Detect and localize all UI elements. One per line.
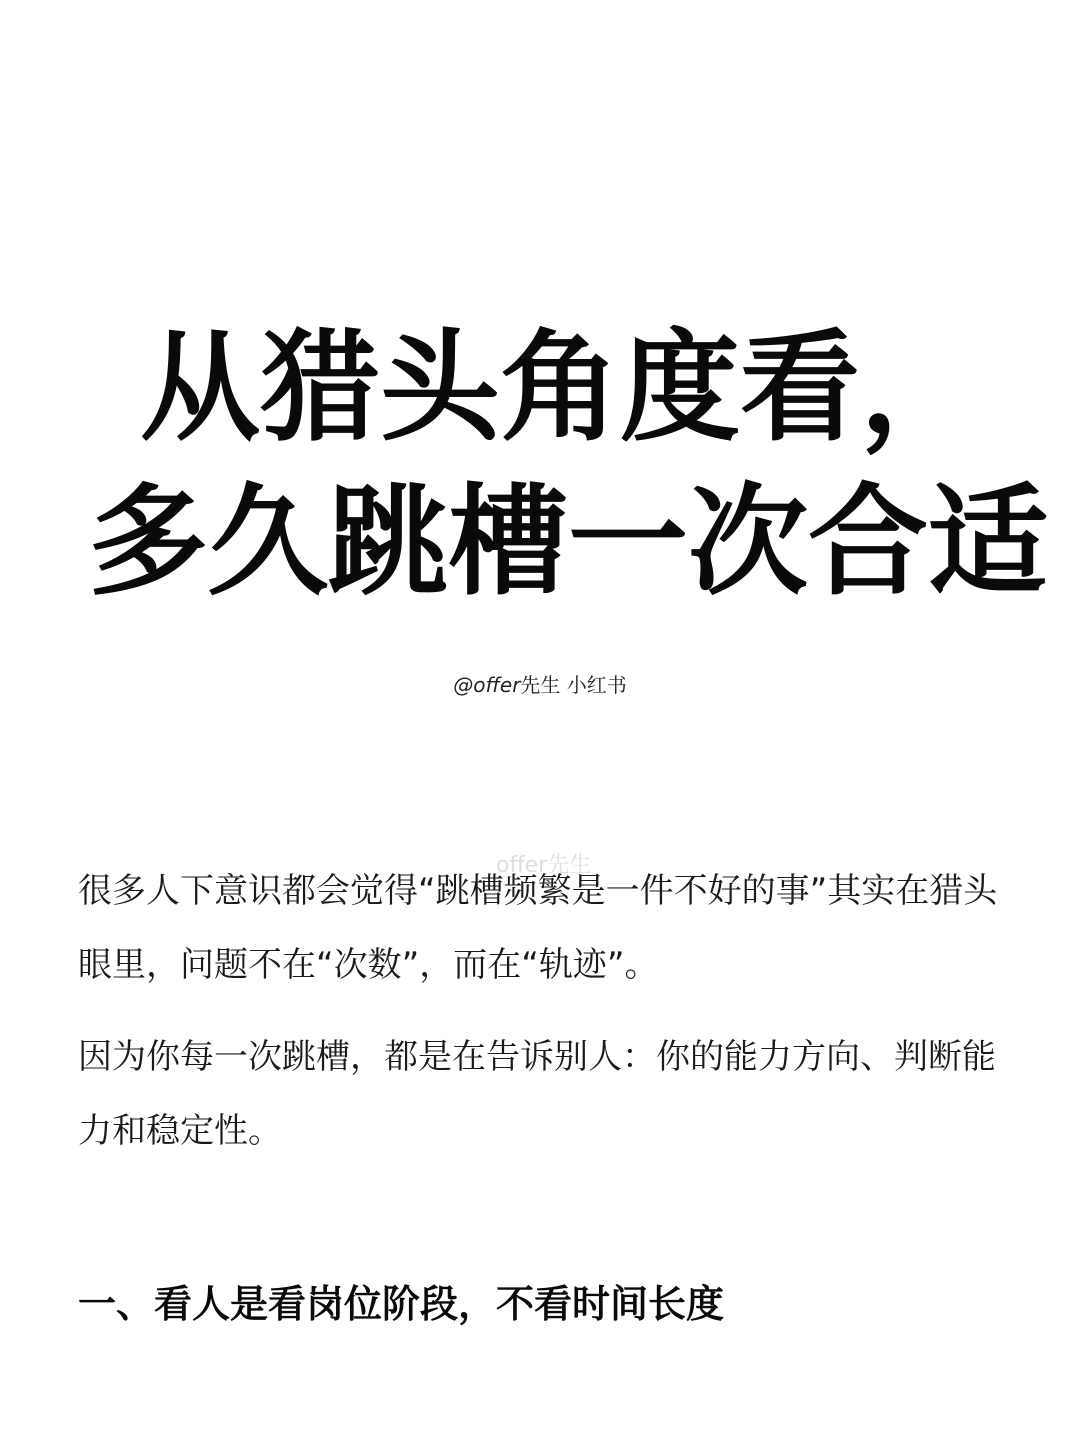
cover-title [0,312,1080,620]
author-credit [0,670,1080,700]
section-heading: 一、看人是看岗位阶段，不看时间长度 [78,1282,725,1326]
author-handle: @offer [453,673,521,697]
title-line-1: 从猎头角度看， [140,319,980,458]
platform-name: 小红书 [566,673,627,697]
author-name: 先生 [520,673,561,697]
body-paragraph-1: 很多人下意识都会觉得“跳槽频繁是一件不好的事”其实在猎头眼里，问题不在“次数”，而在“轨迹”。 [78,871,998,985]
body-paragraph-2: 因为你每一次跳槽，都是在告诉别人：你的能力方向、判断能力和稳定性。 [78,1037,996,1151]
watermark: offer先生 [496,853,592,878]
title-line-2: 多久跳槽一次合适 [88,473,1048,612]
